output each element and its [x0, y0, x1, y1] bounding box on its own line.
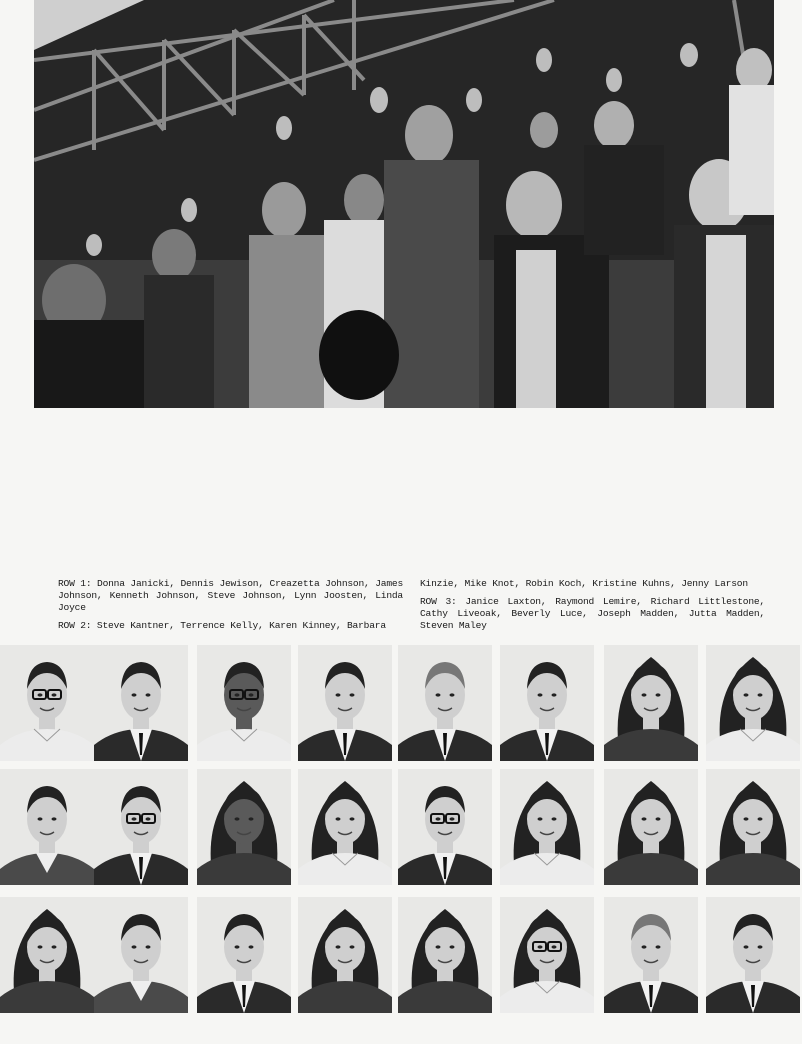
portrait-image	[604, 645, 698, 761]
student-portrait	[298, 769, 392, 885]
student-portrait	[398, 897, 492, 1013]
portrait-image	[298, 769, 392, 885]
student-portrait	[0, 645, 94, 761]
caption-left-column	[58, 578, 403, 638]
portrait-image	[197, 769, 291, 885]
portrait-image	[604, 769, 698, 885]
portrait-image	[197, 897, 291, 1013]
crowd-photo-image	[34, 0, 774, 408]
student-portrait	[94, 645, 188, 761]
portrait-image	[298, 645, 392, 761]
student-portrait	[604, 897, 698, 1013]
crowd-photo	[34, 0, 774, 408]
portrait-image	[0, 897, 94, 1013]
student-portrait	[0, 897, 94, 1013]
portrait-image	[398, 645, 492, 761]
student-portrait	[398, 769, 492, 885]
caption-row-2-start: ROW 2: Steve Kantner, Terrence Kelly, Karen Kinney, Barbara	[58, 620, 386, 631]
portrait-image	[298, 897, 392, 1013]
student-portrait	[500, 897, 594, 1013]
student-portrait	[604, 645, 698, 761]
portrait-image	[0, 769, 94, 885]
portrait-image	[706, 769, 800, 885]
caption-row-3: ROW 3: Janice Laxton, Raymond Lemire, Richard Littlestone, Cathy Liveoak, Beverly Luce, Joseph Madden, Jutta Madden, Steven Maley	[420, 596, 765, 631]
portrait-image	[94, 645, 188, 761]
caption-row-2-end: Kinzie, Mike Knot, Robin Koch, Kristine Kuhns, Jenny Larson	[420, 578, 748, 589]
student-portrait	[706, 769, 800, 885]
student-portrait	[500, 769, 594, 885]
portrait-image	[706, 897, 800, 1013]
portrait-image	[500, 645, 594, 761]
portrait-image	[398, 897, 492, 1013]
portrait-row-2	[0, 769, 802, 887]
student-portrait	[0, 769, 94, 885]
portrait-image	[94, 897, 188, 1013]
student-portrait	[500, 645, 594, 761]
student-portrait	[706, 645, 800, 761]
student-portrait	[398, 645, 492, 761]
student-portrait	[298, 897, 392, 1013]
portrait-row-3	[0, 897, 802, 1015]
portrait-image	[604, 897, 698, 1013]
portrait-image	[500, 769, 594, 885]
student-portrait	[604, 769, 698, 885]
caption-right-column	[420, 578, 765, 638]
student-portrait	[197, 645, 291, 761]
student-portrait	[197, 769, 291, 885]
student-portrait	[706, 897, 800, 1013]
portrait-row-1	[0, 645, 802, 763]
portrait-image	[94, 769, 188, 885]
student-portrait	[94, 769, 188, 885]
student-portrait	[94, 897, 188, 1013]
portrait-image	[0, 645, 94, 761]
caption-row-1: ROW 1: Donna Janicki, Dennis Jewison, Creazetta Johnson, James Johnson, Kenneth Johnson, Steve Johnson, Lynn Joosten, Linda Joyce	[58, 578, 403, 613]
portrait-image	[706, 645, 800, 761]
portrait-image	[398, 769, 492, 885]
student-portrait	[298, 645, 392, 761]
student-portrait	[197, 897, 291, 1013]
portrait-image	[197, 645, 291, 761]
portrait-image	[500, 897, 594, 1013]
